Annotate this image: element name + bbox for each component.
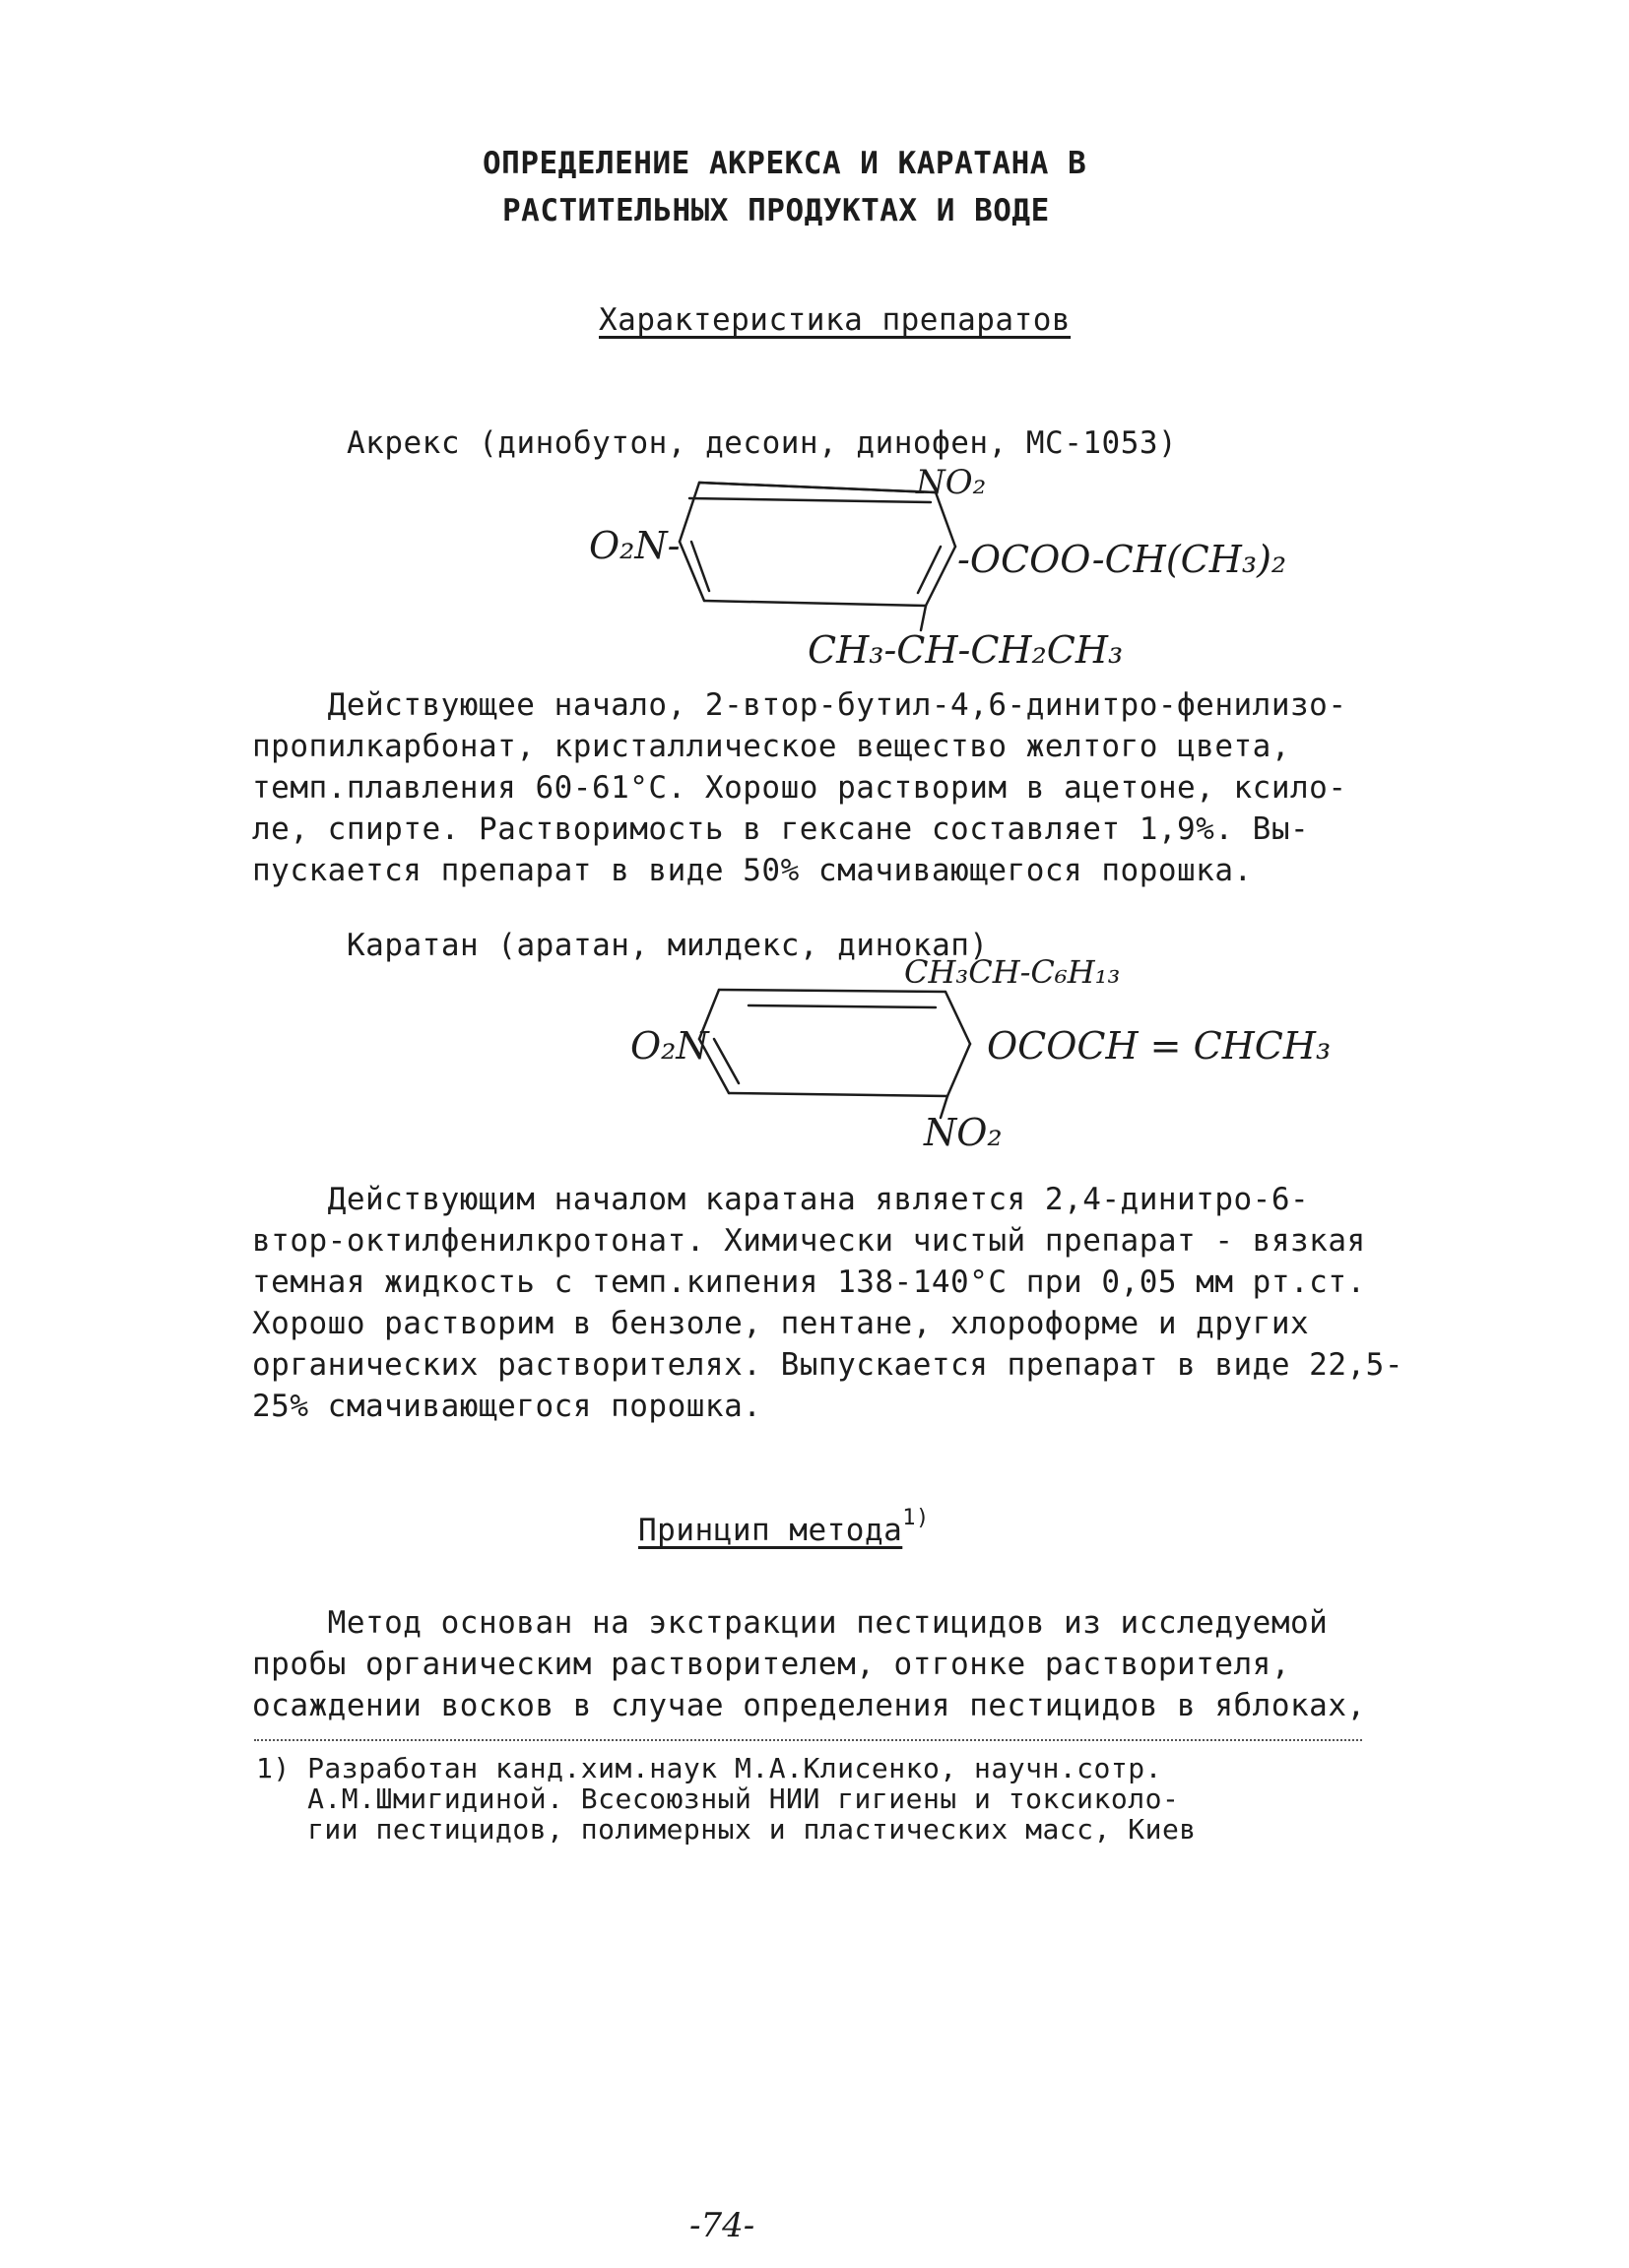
method-paragraph-line-1: Метод основан на экстракции пестицидов из исследуемой: [252, 1605, 1329, 1641]
acrex-benzene-ring: [660, 483, 916, 620]
method-heading-text: Принцип метода: [638, 1513, 903, 1548]
acrex-right-substituent: -OCOO-CH(CH₃)₂: [957, 538, 1287, 581]
karatan-bottom-substituent: NO₂: [924, 1111, 1003, 1154]
footnote-line-3: гии пестицидов, полимерных и пластических масс, Киев: [256, 1813, 1197, 1846]
method-paragraph-line-3: осаждении восков в случае определения пестицидов в яблоках,: [252, 1688, 1366, 1723]
page-number: -74-: [689, 2206, 755, 2245]
karatan-paragraph-line-6: 25% смачивающегося порошка.: [252, 1389, 762, 1424]
acrex-top-substituent: NO₂: [916, 463, 987, 502]
acrex-bottom-substituent: CH₃-CH-CH₂CH₃: [808, 628, 1124, 672]
section-heading-characteristics: Характеристика препаратов: [599, 302, 1072, 338]
karatan-benzene-ring: [689, 990, 945, 1128]
acrex-paragraph-line-1: Действующее начало, 2-втор-бутил-4,6-динитро-фенилизо-: [252, 687, 1347, 723]
karatan-top-substituent: CH₃CH-C₆H₁₃: [904, 953, 1121, 991]
title-line-2: РАСТИТЕЛЬНЫХ ПРОДУКТАХ И ВОДЕ: [502, 193, 1050, 228]
acrex-left-substituent: O₂N-: [589, 524, 681, 567]
karatan-paragraph-line-5: органических растворителях. Выпускается препарат в виде 22,5-: [252, 1347, 1403, 1383]
footnote-line-1: 1) Разработан канд.хим.наук М.А.Клисенко, научн.сотр.: [256, 1752, 1162, 1784]
title-line-1: ОПРЕДЕЛЕНИЕ АКРЕКСА И КАРАТАНА В: [483, 146, 1087, 181]
section-heading-method-principle: [638, 1506, 930, 1554]
karatan-paragraph-line-3: темная жидкость с темп.кипения 138-140°С при 0,05 мм рт.ст.: [252, 1264, 1366, 1300]
karatan-name-line: Каратан (аратан, милдекс, динокап): [347, 928, 989, 963]
karatan-right-substituent: OCOCH = CHCH₃: [987, 1024, 1332, 1068]
acrex-paragraph-line-4: ле, спирте. Растворимость в гексане составляет 1,9%. Вы-: [252, 811, 1310, 847]
karatan-paragraph-line-2: втор-октилфенилкротонат. Химически чистый препарат - вязкая: [252, 1223, 1366, 1259]
method-footnote-mark: 1): [902, 1506, 930, 1530]
method-paragraph-line-2: пробы органическим растворителем, отгонке растворителя,: [252, 1647, 1290, 1682]
footnote-separator: [254, 1739, 1362, 1741]
acrex-paragraph-line-5: пускается препарат в виде 50% смачивающегося порошка.: [252, 853, 1253, 888]
acrex-paragraph-line-3: темп.плавления 60-61°С. Хорошо растворим в ацетоне, ксило-: [252, 770, 1347, 806]
acrex-paragraph-line-2: пропилкарбонат, кристаллическое вещество желтого цвета,: [252, 729, 1290, 764]
karatan-paragraph-line-1: Действующим началом каратана является 2,4-динитро-6-: [252, 1182, 1310, 1217]
karatan-paragraph-line-4: Хорошо растворим в бензоле, пентане, хлороформе и других: [252, 1306, 1310, 1341]
footnote-line-2: А.М.Шмигидиной. Всесоюзный НИИ гигиены и токсиколо-: [256, 1782, 1180, 1815]
acrex-name-line: Акрекс (динобутон, десоин, динофен, МС-1053): [347, 425, 1178, 461]
karatan-left-substituent: O₂N: [630, 1024, 709, 1068]
